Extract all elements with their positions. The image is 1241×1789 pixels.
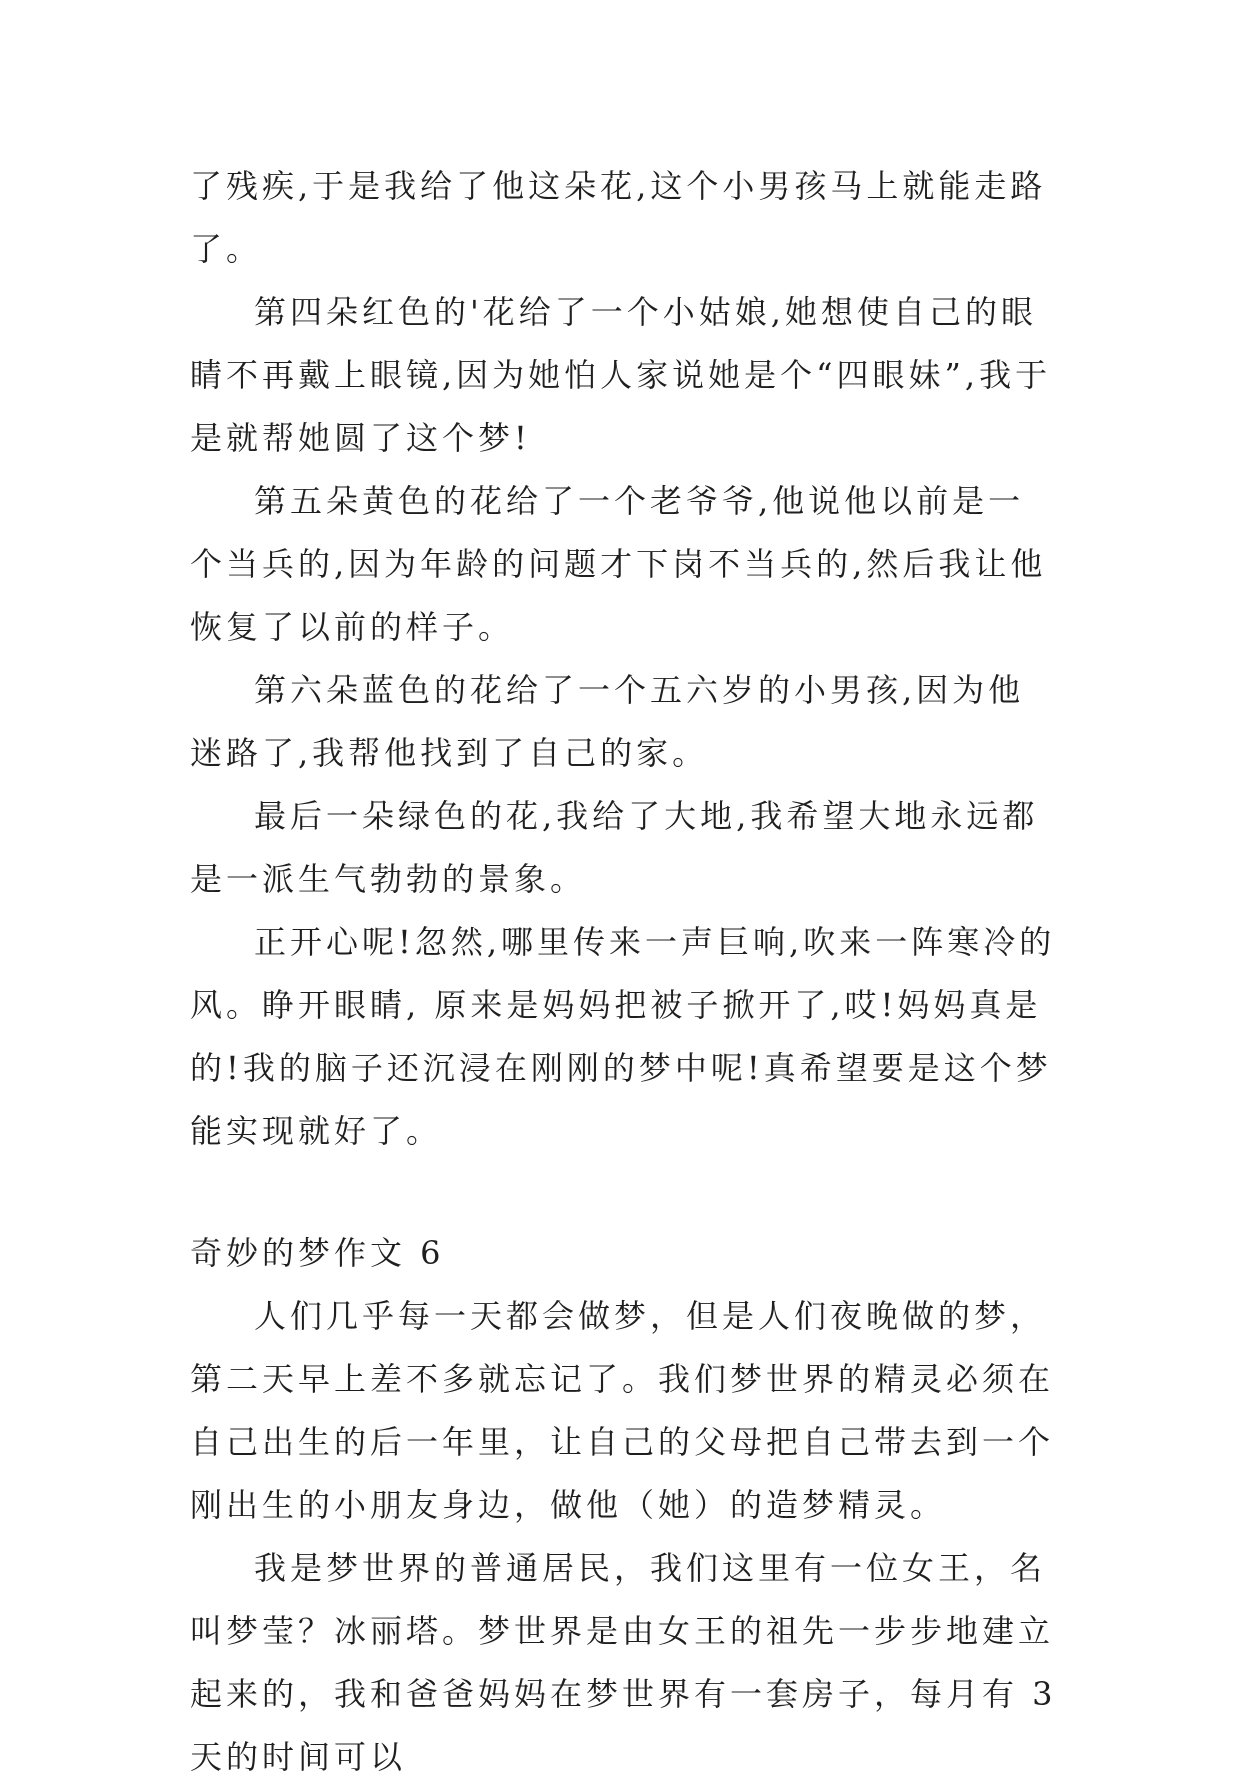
paragraph: 人们几乎每一天都会做梦，但是人们夜晚做的梦，第二天早上差不多就忘记了。我们梦世界的精灵必须在自己出生的后一年里，让自己的父母把自己带去到一个刚出生的小朋友身边，做他（她）的造梦精灵。 [190,1297,1055,1524]
paragraph: 最后一朵绿色的花,我给了大地,我希望大地永远都是一派生气勃勃的景象。 [190,797,1039,898]
section-heading: 奇妙的梦作文 6 [190,1234,445,1272]
paragraph: 第五朵黄色的花给了一个老爷爷,他说他以前是一个当兵的,因为年龄的问题才下岗不当兵的,然后我让他恢复了以前的样子。 [190,482,1047,646]
paragraph: 第四朵红色的'花给了一个小姑娘,她想使自己的眼睛不再戴上眼镜,因为她怕人家说她是个“四眼妹”,我于是就帮她圆了这个梦! [190,293,1052,457]
paragraph: 了残疾,于是我给了他这朵花,这个小男孩马上就能走路了。 [190,167,1047,268]
document-body [190,155,1060,1789]
paragraph: 第六朵蓝色的花给了一个五六岁的小男孩,因为他迷路了,我帮他找到了自己的家。 [190,671,1025,772]
paragraph: 正开心呢!忽然,哪里传来一声巨响,吹来一阵寒冷的风。睁开眼睛, 原来是妈妈把被子掀开了,哎!妈妈真是的!我的脑子还沉浸在刚刚的梦中呢!真希望要是这个梦能实现就好了。 [190,923,1056,1150]
paragraph: 我是梦世界的普通居民，我们这里有一位女王，名叫梦莹？冰丽塔。梦世界是由女王的祖先一步步地建立起来的，我和爸爸妈妈在梦世界有一套房子，每月有 3 天的时间可以 [190,1549,1057,1776]
